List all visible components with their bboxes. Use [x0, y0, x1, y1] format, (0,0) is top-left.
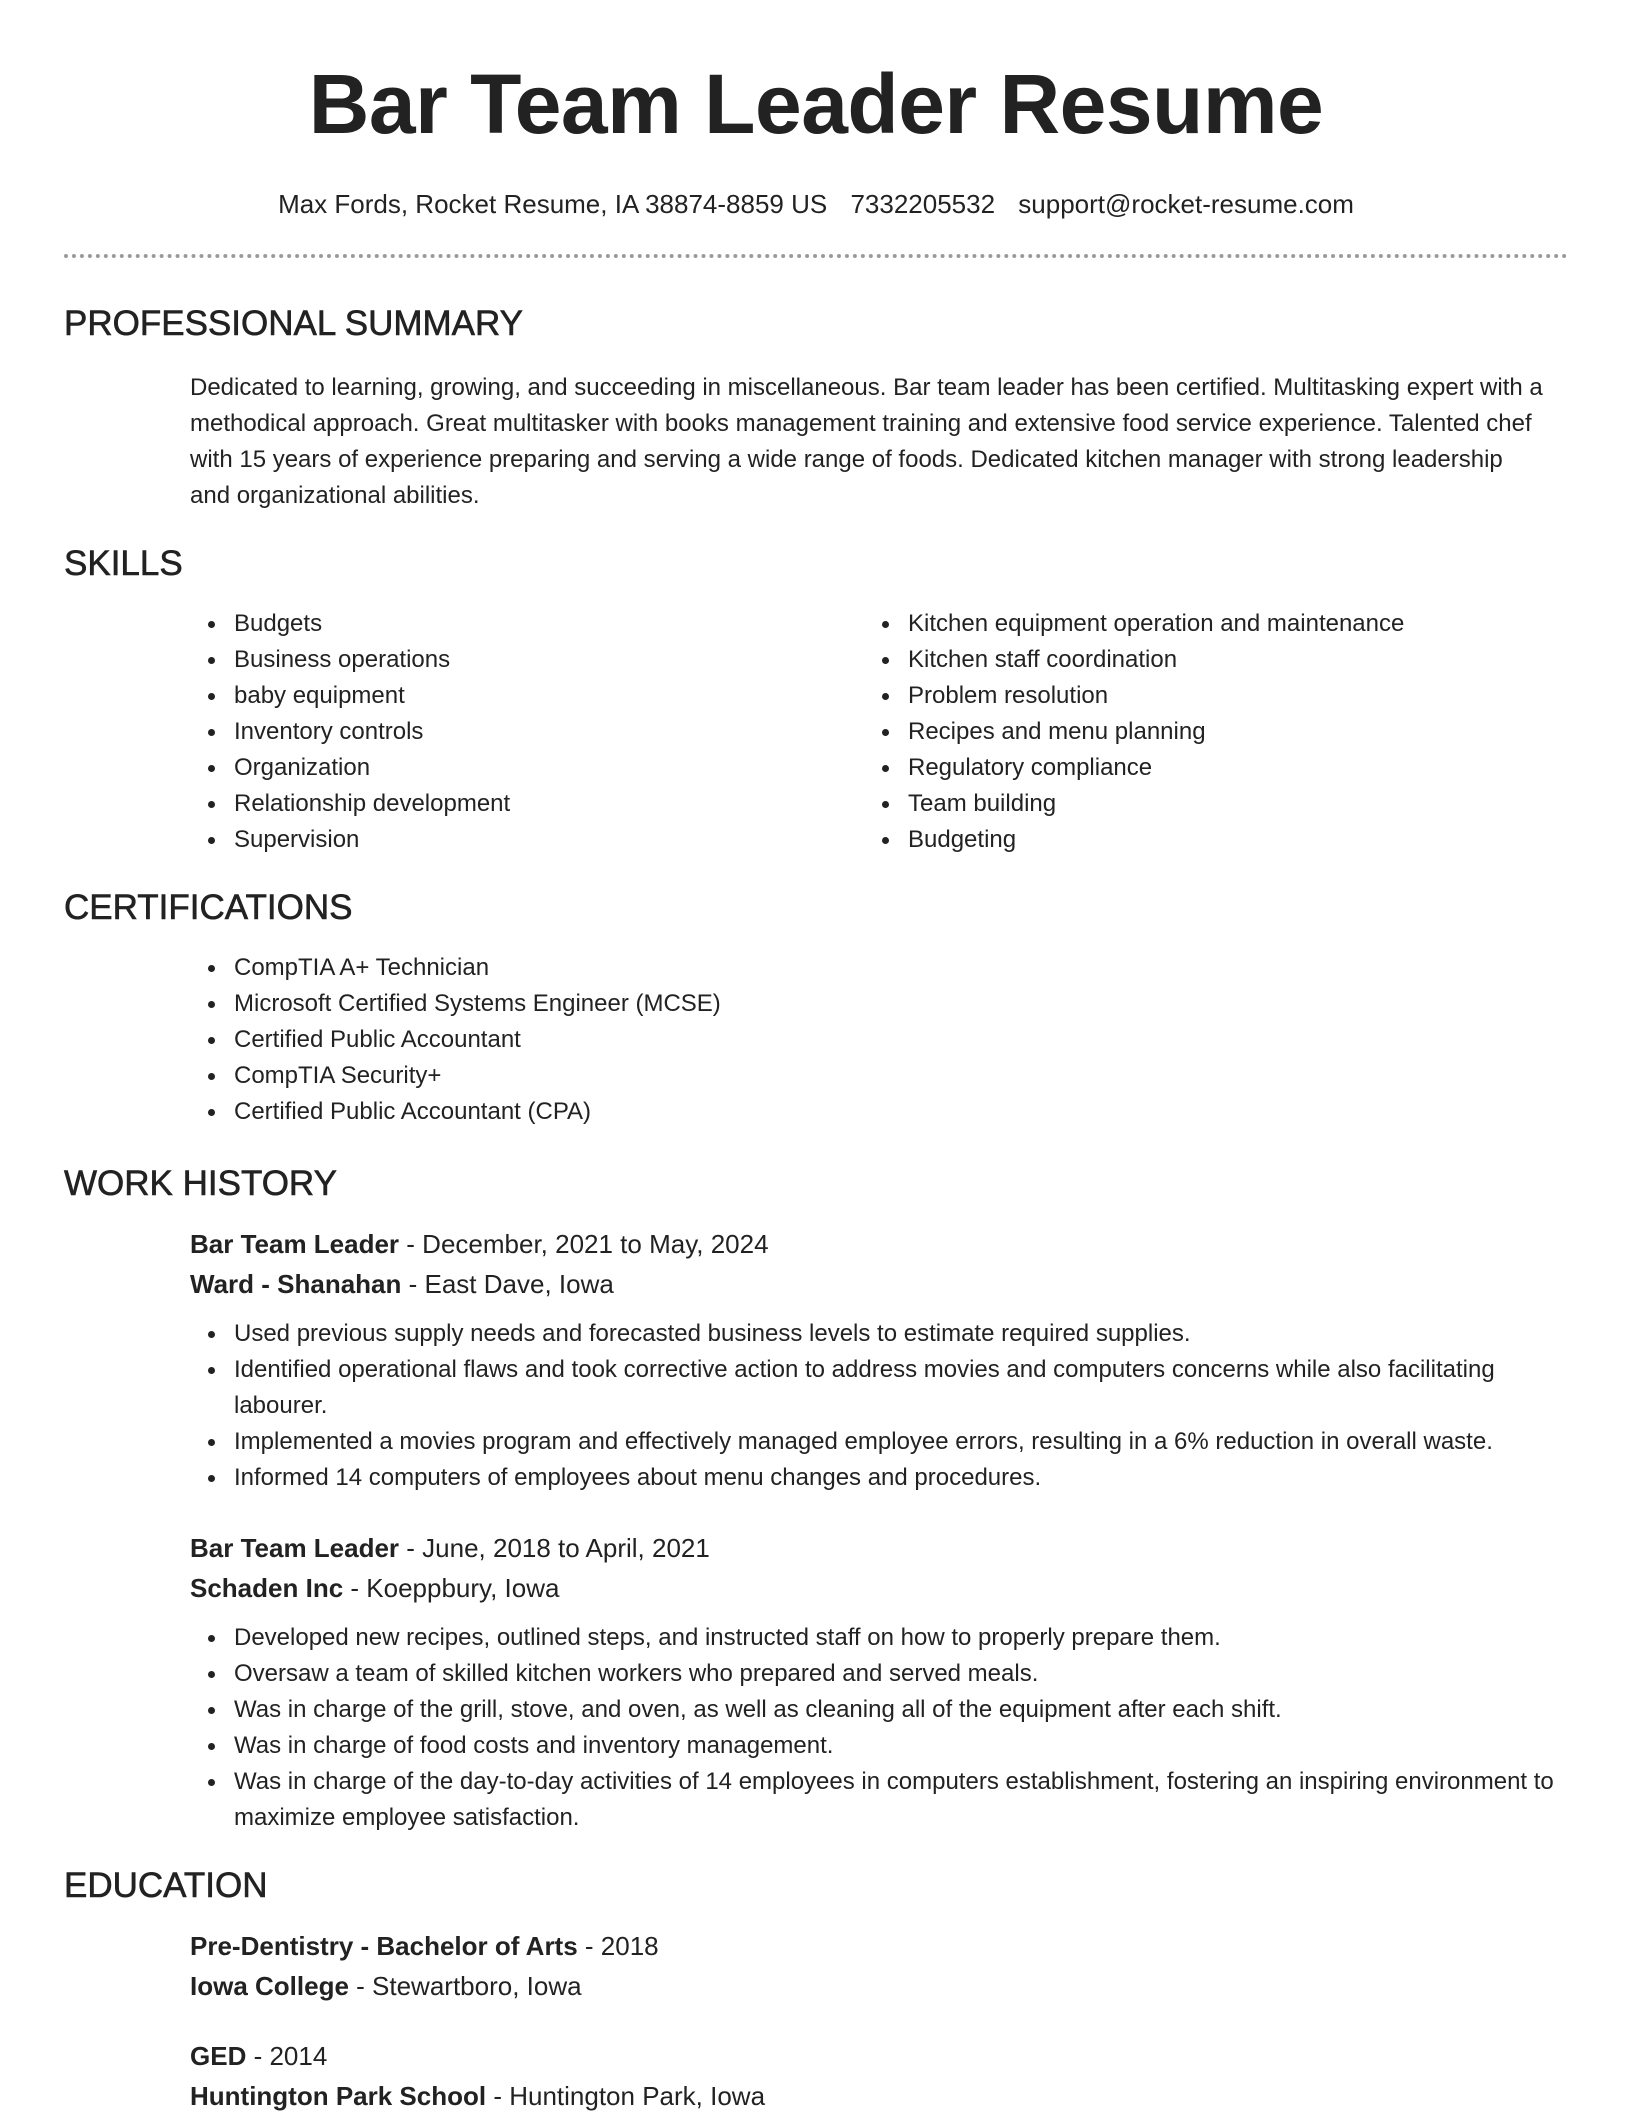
education-degree-line [190, 1926, 1568, 1966]
summary-text: Dedicated to learning, growing, and succeeding in miscellaneous. Bar team leader has been certified. Multitasking expert with a methodical approach. Great multitasker with books management training and extensive food service experience. Talented chef with 15 years of experience preparing and serving a wide range of foods. Dedicated kitchen manager with strong leadership and organizational abilities. [190, 374, 1543, 509]
education-heading: EDUCATION [64, 1866, 268, 1905]
education-school: Huntington Park School [190, 2081, 487, 2111]
list-item: Kitchen staff coordination [908, 642, 1468, 678]
skills-list-left [64, 606, 744, 858]
list-item: Inventory controls [234, 714, 744, 750]
education-year: - 2014 [246, 2041, 328, 2071]
list-item: Organization [234, 750, 744, 786]
list-item: Informed 14 computers of employees about menu changes and procedures. [234, 1460, 1568, 1496]
contact-line [0, 188, 1632, 220]
skills-list-right [744, 606, 1468, 858]
job-bullets [190, 1316, 1568, 1496]
job-title-line [190, 1528, 1568, 1568]
education-entry [190, 1926, 1568, 2006]
certifications-list [64, 950, 1568, 1130]
list-item: Regulatory compliance [908, 750, 1468, 786]
education-school-line [190, 2076, 1568, 2116]
education-degree: Pre-Dentistry - Bachelor of Arts [190, 1931, 578, 1961]
list-item: Budgets [234, 606, 744, 642]
education-section [64, 1866, 1568, 2116]
list-item: Microsoft Certified Systems Engineer (MCSE) [234, 986, 1568, 1022]
job-title: Bar Team Leader [190, 1229, 400, 1259]
header-divider [64, 254, 1568, 258]
list-item: Used previous supply needs and forecasted business levels to estimate required supplies. [234, 1316, 1568, 1352]
job-title-line [190, 1224, 1568, 1264]
list-item: Was in charge of food costs and inventory management. [234, 1728, 1568, 1764]
skills-heading: SKILLS [64, 544, 183, 583]
contact-address: Max Fords, Rocket Resume, IA 38874-8859 US [278, 189, 828, 219]
job-company: Ward - Shanahan [190, 1269, 402, 1299]
job-company-line [190, 1568, 1568, 1608]
list-item: Was in charge of the day-to-day activities of 14 employees in computers establishment, fostering an inspiring environment to maximize employee satisfaction. [234, 1764, 1568, 1836]
job-title: Bar Team Leader [190, 1533, 400, 1563]
list-item: Certified Public Accountant [234, 1022, 1568, 1058]
job-company-line [190, 1264, 1568, 1304]
job-dates: - December, 2021 to May, 2024 [399, 1229, 769, 1259]
education-entry [190, 2036, 1568, 2116]
education-location: - Stewartboro, Iowa [348, 1971, 582, 2001]
certifications-section [64, 888, 1568, 1130]
list-item: Supervision [234, 822, 744, 858]
job-location: - East Dave, Iowa [401, 1269, 614, 1299]
job-dates: - June, 2018 to April, 2021 [399, 1533, 710, 1563]
resume-title: Bar Team Leader Resume [308, 57, 1324, 151]
job-entry [190, 1528, 1568, 1836]
work-history-section [64, 1164, 1568, 1836]
work-history-heading: WORK HISTORY [64, 1164, 337, 1203]
contact-phone: 7332205532 [850, 189, 996, 219]
list-item: Recipes and menu planning [908, 714, 1468, 750]
education-year: - 2018 [577, 1931, 659, 1961]
education-degree: GED [190, 2041, 247, 2071]
summary-section [64, 304, 1568, 514]
certifications-heading: CERTIFICATIONS [64, 888, 353, 927]
list-item: Problem resolution [908, 678, 1468, 714]
education-degree-line [190, 2036, 1568, 2076]
contact-email: support@rocket-resume.com [1018, 189, 1354, 219]
list-item: Certified Public Accountant (CPA) [234, 1094, 1568, 1130]
list-item: Oversaw a team of skilled kitchen workers who prepared and served meals. [234, 1656, 1568, 1692]
list-item: CompTIA Security+ [234, 1058, 1568, 1094]
list-item: CompTIA A+ Technician [234, 950, 1568, 986]
education-location: - Huntington Park, Iowa [486, 2081, 766, 2111]
list-item: Budgeting [908, 822, 1468, 858]
list-item: Team building [908, 786, 1468, 822]
list-item: Implemented a movies program and effectively managed employee errors, resulting in a 6% reduction in overall waste. [234, 1424, 1568, 1460]
list-item: baby equipment [234, 678, 744, 714]
list-item: Kitchen equipment operation and maintenance [908, 606, 1468, 642]
education-school-line [190, 1966, 1568, 2006]
job-bullets [190, 1620, 1568, 1836]
list-item: Was in charge of the grill, stove, and oven, as well as cleaning all of the equipment after each shift. [234, 1692, 1568, 1728]
skills-columns [64, 606, 1568, 858]
list-item: Developed new recipes, outlined steps, and instructed staff on how to properly prepare them. [234, 1620, 1568, 1656]
skills-section [64, 544, 1568, 858]
job-company: Schaden Inc [190, 1573, 344, 1603]
education-school: Iowa College [190, 1971, 349, 2001]
list-item: Business operations [234, 642, 744, 678]
list-item: Identified operational flaws and took corrective action to address movies and computers concerns while also facilitating labourer. [234, 1352, 1568, 1424]
summary-heading: PROFESSIONAL SUMMARY [64, 304, 523, 343]
list-item: Relationship development [234, 786, 744, 822]
job-location: - Koeppbury, Iowa [343, 1573, 560, 1603]
job-entry [190, 1224, 1568, 1496]
